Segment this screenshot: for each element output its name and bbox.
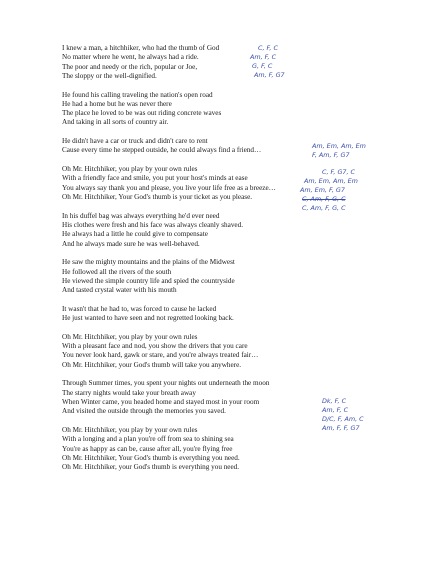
- lyric-line: Cause every time he stepped outside, he could always find a friend…: [62, 146, 262, 155]
- lyric-line: You're as happy as can be, cause after all, you're flying free: [62, 444, 233, 453]
- chord-note-struck: C, Am, F, G, C: [302, 195, 346, 203]
- chord-notes-verse1: [250, 44, 285, 80]
- lyric-line: He followed all the rivers of the south: [62, 267, 172, 276]
- stanza: [62, 333, 312, 370]
- lyric-line: He viewed the simple country life and spied the countryside: [62, 276, 235, 285]
- lyric-line: The poor and needy or the rich, popular or Joe,: [62, 62, 198, 71]
- lyric-line: It wasn't that he had to, was forced to cause he lacked: [62, 304, 217, 313]
- lyric-line: With a friendly face and smile, you put your host's minds at ease: [62, 174, 248, 183]
- lyric-line: And taking in all sorts of country air.: [62, 118, 169, 127]
- chord-note: D/C, F, Am, C: [322, 415, 364, 423]
- lyric-line: You always say thank you and please, you live your life free as a breeze…: [62, 183, 276, 192]
- lyrics-body: [62, 44, 312, 482]
- chord-note: F, Am, F, G7: [312, 151, 350, 159]
- chord-note: C, F, G7, C: [322, 168, 355, 176]
- stanza: [62, 258, 312, 295]
- lyric-line: When Winter came, you headed home and stayed most in your room: [62, 398, 260, 407]
- stanza: [62, 305, 312, 324]
- chord-note: Am, F, G7: [254, 71, 285, 79]
- chord-note: Am, Em, F, G7: [300, 186, 345, 194]
- lyric-line: His clothes were fresh and his face was always cleanly shaved.: [62, 221, 244, 230]
- stanza: [62, 91, 312, 128]
- lyric-line: Oh Mr. Hitchhiker, your God's thumb will take you anywhere.: [62, 360, 242, 369]
- lyric-line: With a pleasant face and nod, you show the drivers that you care: [62, 342, 248, 351]
- stanza: [62, 165, 312, 202]
- lyric-line: The place he loved to be was out riding concrete waves: [62, 109, 222, 118]
- lyric-line: The starry nights would take your breath away: [62, 388, 196, 397]
- stanza: [62, 426, 312, 472]
- lyric-line: He saw the mighty mountains and the plains of the Midwest: [62, 258, 235, 267]
- lyric-line: Oh Mr. Hitchhiker, you play by your own rules: [62, 165, 198, 174]
- chord-note: Am, F, C: [250, 53, 277, 61]
- lyric-line: He found his calling traveling the nation's open road: [62, 90, 213, 99]
- lyric-line: Oh Mr. Hitchhiker, Your God's thumb is your ticket as you please.: [62, 193, 253, 202]
- chord-note: C, F, C: [258, 44, 278, 52]
- stanza: [62, 137, 312, 156]
- lyric-line: And visited the outside through the memories you saved.: [62, 407, 226, 416]
- chord-note: Am, Em, Am, Em: [312, 142, 366, 150]
- lyric-line: You never look hard, gawk or stare, and you're always treated fair…: [62, 351, 259, 360]
- lyric-line: Oh Mr. Hitchhiker, Your God's thumb is everything you need.: [62, 453, 240, 462]
- lyric-line: The sloppy or the well-dignified.: [62, 71, 157, 80]
- stanza: [62, 212, 312, 249]
- chord-notes-verse-summer: [322, 397, 364, 433]
- lyric-line: No matter where he went, he always had a ride.: [62, 53, 199, 62]
- lyric-line: Oh Mr. Hitchhiker, your God's thumb is everything you need.: [62, 463, 240, 472]
- lyric-line: He just wanted to have seen and not regretted looking back.: [62, 314, 234, 323]
- lyric-line: Oh Mr. Hitchhiker, you play by your own rules: [62, 332, 198, 341]
- lyric-line: And tasted crystal water with his mouth: [62, 286, 177, 295]
- chord-note: Am, F, F, G7: [322, 424, 360, 432]
- lyric-line: He didn't have a car or truck and didn't care to rent: [62, 137, 208, 146]
- chord-note: Dk, F, C: [322, 397, 347, 405]
- lyric-line: Through Summer times, you spent your nights out underneath the moon: [62, 379, 270, 388]
- lyric-line: I knew a man, a hitchhiker, who had the thumb of God: [62, 44, 220, 52]
- lyric-line: And he always made sure he was well-behaved.: [62, 239, 200, 248]
- stanza: [62, 379, 312, 416]
- chord-note: C, Am, F, G, C: [302, 204, 346, 212]
- lyric-line: He always had a little he could give to compensate: [62, 230, 208, 239]
- lyric-line: Oh Mr. Hitchhiker, you play by your own rules: [62, 426, 198, 435]
- chord-notes-chorus1: [300, 168, 358, 213]
- chord-note: Am, Em, Am, Em: [304, 177, 358, 185]
- lyric-line: With a longing and a plan you're off from sea to shining sea: [62, 435, 234, 444]
- chord-note: Am, F, C: [322, 406, 349, 414]
- chord-note: G, F, C: [252, 62, 273, 70]
- chord-notes-bridge1: [312, 142, 366, 160]
- lyric-line: He had a home but he was never there: [62, 99, 172, 108]
- lyric-line: In his duffel bag was always everything he'd ever need: [62, 211, 220, 220]
